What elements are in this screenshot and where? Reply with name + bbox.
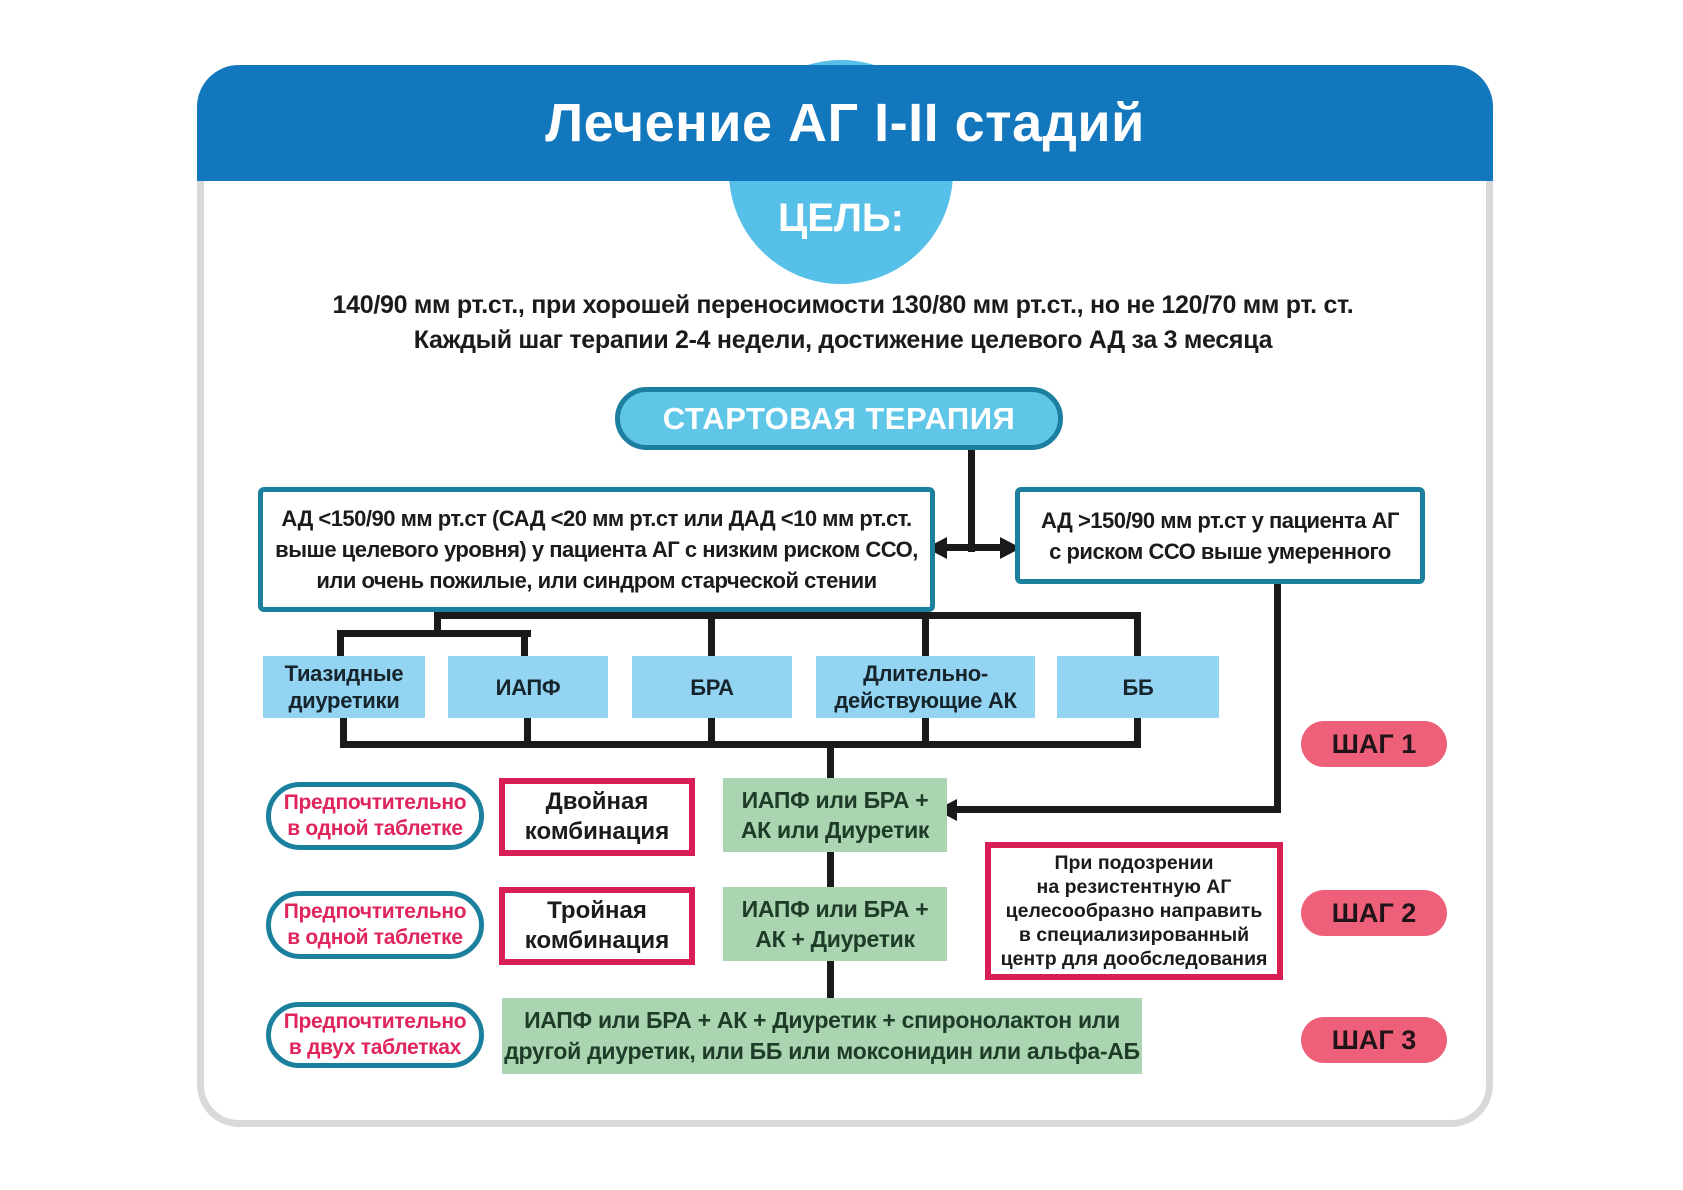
- branch-low-risk-box: [258, 487, 935, 612]
- regimen-step1-line1: ИАПФ или БРА +: [741, 787, 929, 813]
- connector-regimen-2-3: [827, 961, 834, 998]
- preference-row2-line1: Предпочтительно: [283, 900, 467, 923]
- goal-text: [240, 288, 1446, 358]
- drug-box-arb: БРА: [632, 656, 792, 718]
- drug-box-thiazide: Тиазидные диуретики: [263, 656, 425, 718]
- regimen-step3-line1: ИАПФ или БРА + АК + Диуретик + спиронолактон или: [524, 1007, 1120, 1033]
- note-line3: целесообразно направить: [1005, 900, 1263, 922]
- preference-row1-line1: Предпочтительно: [283, 791, 467, 814]
- connector-drop-ccb: [922, 612, 929, 660]
- branch-low-risk-line-2: выше целевого уровня) у пациента АГ с низким риском ССО,: [275, 537, 918, 562]
- poster-header: [197, 65, 1493, 181]
- branch-low-risk-line-1: АД <150/90 мм рт.ст (САД <20 мм рт.ст или ДАД <10 мм рт.ст.: [281, 506, 912, 531]
- preference-row3-line2: в двух таблетках: [288, 1036, 462, 1059]
- combination-double-line2: комбинация: [524, 818, 670, 845]
- connector-start-down: [968, 450, 975, 552]
- connector-highrisk-down: [1274, 584, 1281, 813]
- connector-main-horizontal: [437, 612, 1141, 619]
- preference-pill-row2: [266, 891, 484, 959]
- branch-high-risk-line-2: с риском ССО выше умеренного: [1049, 538, 1391, 564]
- connector-drop-arb: [708, 612, 715, 660]
- resistant-hypertension-note: [985, 842, 1283, 980]
- preference-row1-line2: в одной таблетке: [287, 817, 463, 840]
- poster-title: Лечение АГ I-II стадий: [545, 93, 1145, 153]
- connector-branch-arrow-line: [944, 544, 1002, 551]
- goal-text-line-1: 140/90 мм рт.ст., при хорошей переносимости 130/80 мм рт.ст., но не 120/70 мм рт. ст.: [332, 291, 1354, 319]
- note-line2: на резистентную АГ: [1036, 876, 1232, 898]
- step-1-badge: ШАГ 1: [1301, 721, 1447, 767]
- combination-triple-line1: Тройная: [547, 897, 647, 924]
- regimen-step1-line2: АК или Диуретик: [740, 817, 930, 843]
- step-3-badge: ШАГ 3: [1301, 1017, 1447, 1063]
- note-line4: в специализированный: [1018, 924, 1250, 946]
- preference-row3-line1: Предпочтительно: [283, 1010, 467, 1033]
- regimen-box-step3: [502, 998, 1142, 1074]
- connector-sub-horizontal: [337, 630, 531, 637]
- note-line5: центр для дообследования: [1000, 948, 1268, 970]
- connector-regimen-1-2: [827, 852, 834, 887]
- start-therapy-box: СТАРТОВАЯ ТЕРАПИЯ: [615, 387, 1063, 450]
- drug-box-acei: ИАПФ: [448, 656, 608, 718]
- connector-collector-down: [827, 741, 834, 782]
- preference-pill-row3: [266, 1002, 484, 1068]
- branch-low-risk-line-3: или очень пожилые, или синдром старческой стении: [316, 568, 877, 593]
- note-line1: При подозрении: [1054, 852, 1214, 874]
- branch-high-risk-line-1: АД >150/90 мм рт.ст у пациента АГ: [1040, 507, 1400, 533]
- combination-double-line1: Двойная: [545, 788, 649, 815]
- combination-triple-line2: комбинация: [524, 927, 670, 954]
- regimen-box-step1: [723, 778, 947, 852]
- regimen-step2-line2: АК + Диуретик: [755, 926, 915, 952]
- preference-pill-row1: [266, 782, 484, 850]
- connector-highrisk-left: [954, 806, 1281, 813]
- regimen-step3-line2: другой диуретик, или ББ или моксонидин или альфа-АБ: [504, 1038, 1140, 1064]
- goal-text-line-2: Каждый шаг терапии 2-4 недели, достижение целевого АД за 3 месяца: [413, 326, 1273, 354]
- drug-box-bb: ББ: [1057, 656, 1219, 718]
- regimen-step2-line1: ИАПФ или БРА +: [741, 896, 929, 922]
- connector-drop-bb: [1134, 612, 1141, 660]
- step-2-badge: ШАГ 2: [1301, 890, 1447, 936]
- drug-box-ccb: Длительно-действующие АК: [816, 656, 1035, 718]
- combination-box-double: [499, 778, 695, 856]
- connector-collector-horizontal: [340, 741, 1141, 748]
- regimen-box-step2: [723, 887, 947, 961]
- branch-high-risk-box: [1015, 487, 1425, 584]
- combination-box-triple: [499, 887, 695, 965]
- preference-row2-line2: в одной таблетке: [287, 926, 463, 949]
- goal-label: ЦЕЛЬ:: [777, 196, 905, 240]
